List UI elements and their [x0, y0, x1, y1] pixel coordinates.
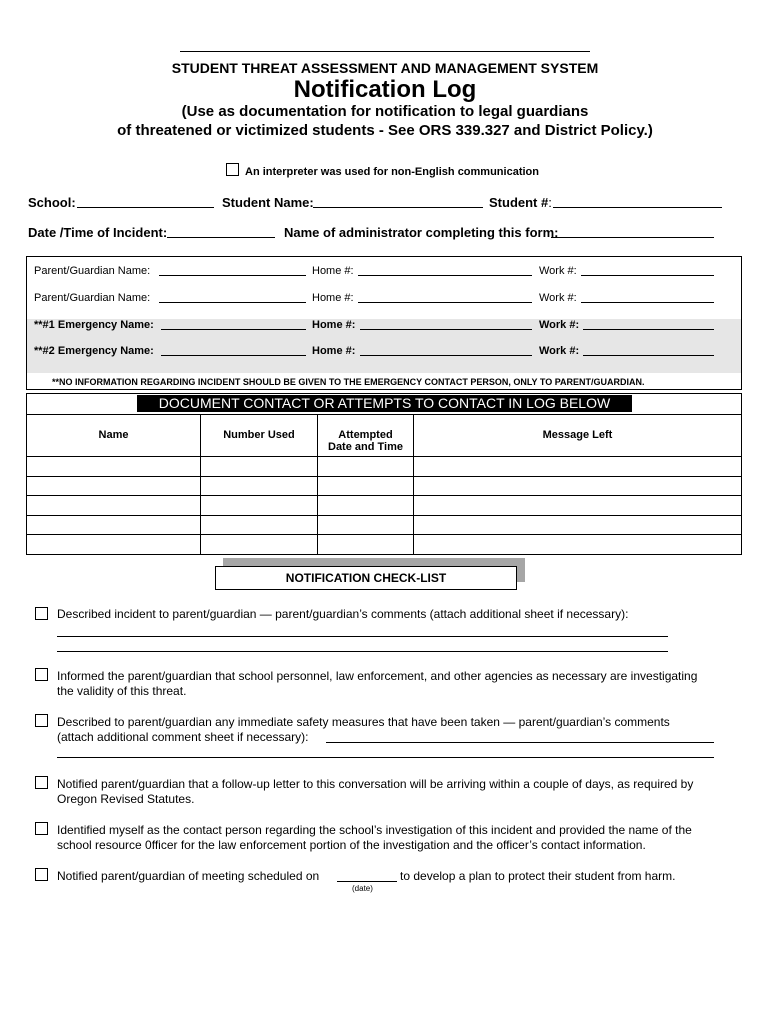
- emergency-1-work-label: Work #:: [539, 319, 580, 331]
- cell[interactable]: [27, 535, 201, 555]
- student-number-label: [489, 195, 552, 210]
- cell[interactable]: [201, 496, 318, 516]
- table-row: [27, 457, 742, 477]
- checklist-item-4-line2: Oregon Revised Statutes.: [57, 792, 195, 806]
- checklist-checkbox-3[interactable]: [35, 714, 48, 727]
- school-field[interactable]: [77, 196, 214, 208]
- cell[interactable]: [414, 476, 742, 496]
- emergency-2-work-label: Work #:: [539, 345, 580, 357]
- col-attempted: [318, 415, 414, 457]
- checklist-checkbox-2[interactable]: [35, 668, 48, 681]
- table-row: [27, 515, 742, 535]
- cell[interactable]: [201, 476, 318, 496]
- incident-datetime-field[interactable]: [167, 226, 275, 238]
- cell[interactable]: [318, 535, 414, 555]
- student-name-label: Student Name:: [222, 195, 314, 210]
- emergency-2-work-field[interactable]: [583, 344, 714, 356]
- student-number-colon: :: [548, 195, 552, 210]
- checklist-checkbox-4[interactable]: [35, 776, 48, 789]
- emergency-note: **NO INFORMATION REGARDING INCIDENT SHOULD BE GIVEN TO THE EMERGENCY CONTACT PERSON, ONLY TO PARENT/GUARDIAN.: [52, 377, 645, 387]
- checklist-item-2-line1: Informed the parent/guardian that school personnel, law enforcement, and other agencies as necessary are investigating: [57, 669, 698, 683]
- guardian-2-label: Parent/Guardian Name:: [34, 292, 151, 304]
- guardian-1-home-label: Home #:: [312, 265, 354, 277]
- cell[interactable]: [318, 457, 414, 477]
- col-attempted-line1: Attempted: [338, 429, 393, 441]
- guardian-2-work-field[interactable]: [581, 291, 714, 303]
- comment-line-3[interactable]: [326, 742, 714, 743]
- student-number-field[interactable]: [553, 196, 722, 208]
- emergency-1-name-field[interactable]: [161, 318, 306, 330]
- emergency-1-label: **#1 Emergency Name:: [34, 319, 154, 331]
- guardian-1-home-field[interactable]: [358, 264, 532, 276]
- administrator-label: Name of administrator completing this form:: [284, 225, 559, 240]
- checklist-item-3-line1: Described to parent/guardian any immediate safety measures that have been taken — parent/guardian’s comments: [57, 715, 670, 729]
- col-message-left: Message Left: [414, 415, 742, 457]
- checklist-item-2-line2: the validity of this threat.: [57, 684, 187, 698]
- guardian-1-label: Parent/Guardian Name:: [34, 265, 151, 277]
- cell[interactable]: [27, 496, 201, 516]
- table-header-row: [27, 415, 742, 457]
- header-rule: [180, 51, 590, 52]
- student-name-field[interactable]: [313, 196, 483, 208]
- comment-line-1[interactable]: [57, 636, 668, 637]
- col-number-used: Number Used: [201, 415, 318, 457]
- col-name: Name: [27, 415, 201, 457]
- checklist-item-3-line2: (attach additional comment sheet if necessary):: [57, 730, 309, 744]
- comment-line-2[interactable]: [57, 651, 668, 652]
- cell[interactable]: [27, 457, 201, 477]
- school-label: School:: [28, 195, 76, 210]
- checklist-item-1: Described incident to parent/guardian — parent/guardian’s comments (attach additional sheet if necessary):: [57, 607, 629, 621]
- emergency-2-home-label: Home #:: [312, 345, 356, 357]
- incident-datetime-label: Date /Time of Incident:: [28, 225, 168, 240]
- guardian-2-work-label: Work #:: [539, 292, 577, 304]
- table-row: [27, 496, 742, 516]
- cell[interactable]: [27, 476, 201, 496]
- page-title: Notification Log: [293, 76, 477, 103]
- system-title: STUDENT THREAT ASSESSMENT AND MANAGEMENT SYSTEM: [171, 60, 599, 76]
- cell[interactable]: [201, 515, 318, 535]
- checklist-checkbox-6[interactable]: [35, 868, 48, 881]
- administrator-field[interactable]: [551, 226, 714, 238]
- emergency-2-home-field[interactable]: [360, 344, 532, 356]
- guardian-2-name-field[interactable]: [159, 291, 306, 303]
- student-number-text: Student #: [489, 195, 549, 210]
- checklist-item-5-line2: school resource 0fficer for the law enforcement portion of the investigation and the officer’s contact information.: [57, 838, 646, 852]
- guardian-1-work-label: Work #:: [539, 265, 577, 277]
- cell[interactable]: [414, 515, 742, 535]
- emergency-1-home-field[interactable]: [360, 318, 532, 330]
- checklist-item-6-part1: Notified parent/guardian of meeting scheduled on: [57, 869, 320, 883]
- emergency-2-label: **#2 Emergency Name:: [34, 345, 154, 357]
- guardian-2-home-field[interactable]: [358, 291, 532, 303]
- col-attempted-line2: Date and Time: [328, 441, 403, 453]
- subtitle-line-2: of threatened or victimized students - See ORS 339.327 and District Policy.): [117, 122, 653, 139]
- table-row: [27, 535, 742, 555]
- checklist-checkbox-5[interactable]: [35, 822, 48, 835]
- contact-log-table: [26, 414, 742, 555]
- cell[interactable]: [414, 535, 742, 555]
- subtitle-line-1: (Use as documentation for notification to legal guardians: [181, 103, 589, 120]
- emergency-1-home-label: Home #:: [312, 319, 356, 331]
- meeting-date-field[interactable]: [337, 881, 397, 882]
- cell[interactable]: [414, 496, 742, 516]
- guardian-1-work-field[interactable]: [581, 264, 714, 276]
- cell[interactable]: [201, 457, 318, 477]
- cell[interactable]: [201, 535, 318, 555]
- guardian-2-home-label: Home #:: [312, 292, 354, 304]
- emergency-2-name-field[interactable]: [161, 344, 306, 356]
- checklist-item-5-line1: Identified myself as the contact person regarding the school’s investigation of this incident and provided the name of the: [57, 823, 692, 837]
- date-caption: (date): [352, 884, 373, 893]
- checklist-checkbox-1[interactable]: [35, 607, 48, 620]
- table-row: [27, 476, 742, 496]
- comment-line-4[interactable]: [57, 757, 714, 758]
- emergency-1-work-field[interactable]: [583, 318, 714, 330]
- checklist-heading: NOTIFICATION CHECK-LIST: [215, 566, 517, 590]
- cell[interactable]: [318, 496, 414, 516]
- guardian-1-name-field[interactable]: [159, 264, 306, 276]
- log-heading: DOCUMENT CONTACT OR ATTEMPTS TO CONTACT IN LOG BELOW: [137, 395, 632, 412]
- cell[interactable]: [27, 515, 201, 535]
- cell[interactable]: [414, 457, 742, 477]
- cell[interactable]: [318, 515, 414, 535]
- interpreter-label: An interpreter was used for non-English communication: [245, 166, 539, 178]
- interpreter-checkbox[interactable]: [226, 163, 239, 176]
- cell[interactable]: [318, 476, 414, 496]
- checklist-item-4-line1: Notified parent/guardian that a follow-up letter to this conversation will be arriving within a couple of days, as required by: [57, 777, 694, 791]
- checklist-item-6-part2: to develop a plan to protect their student from harm.: [400, 869, 676, 883]
